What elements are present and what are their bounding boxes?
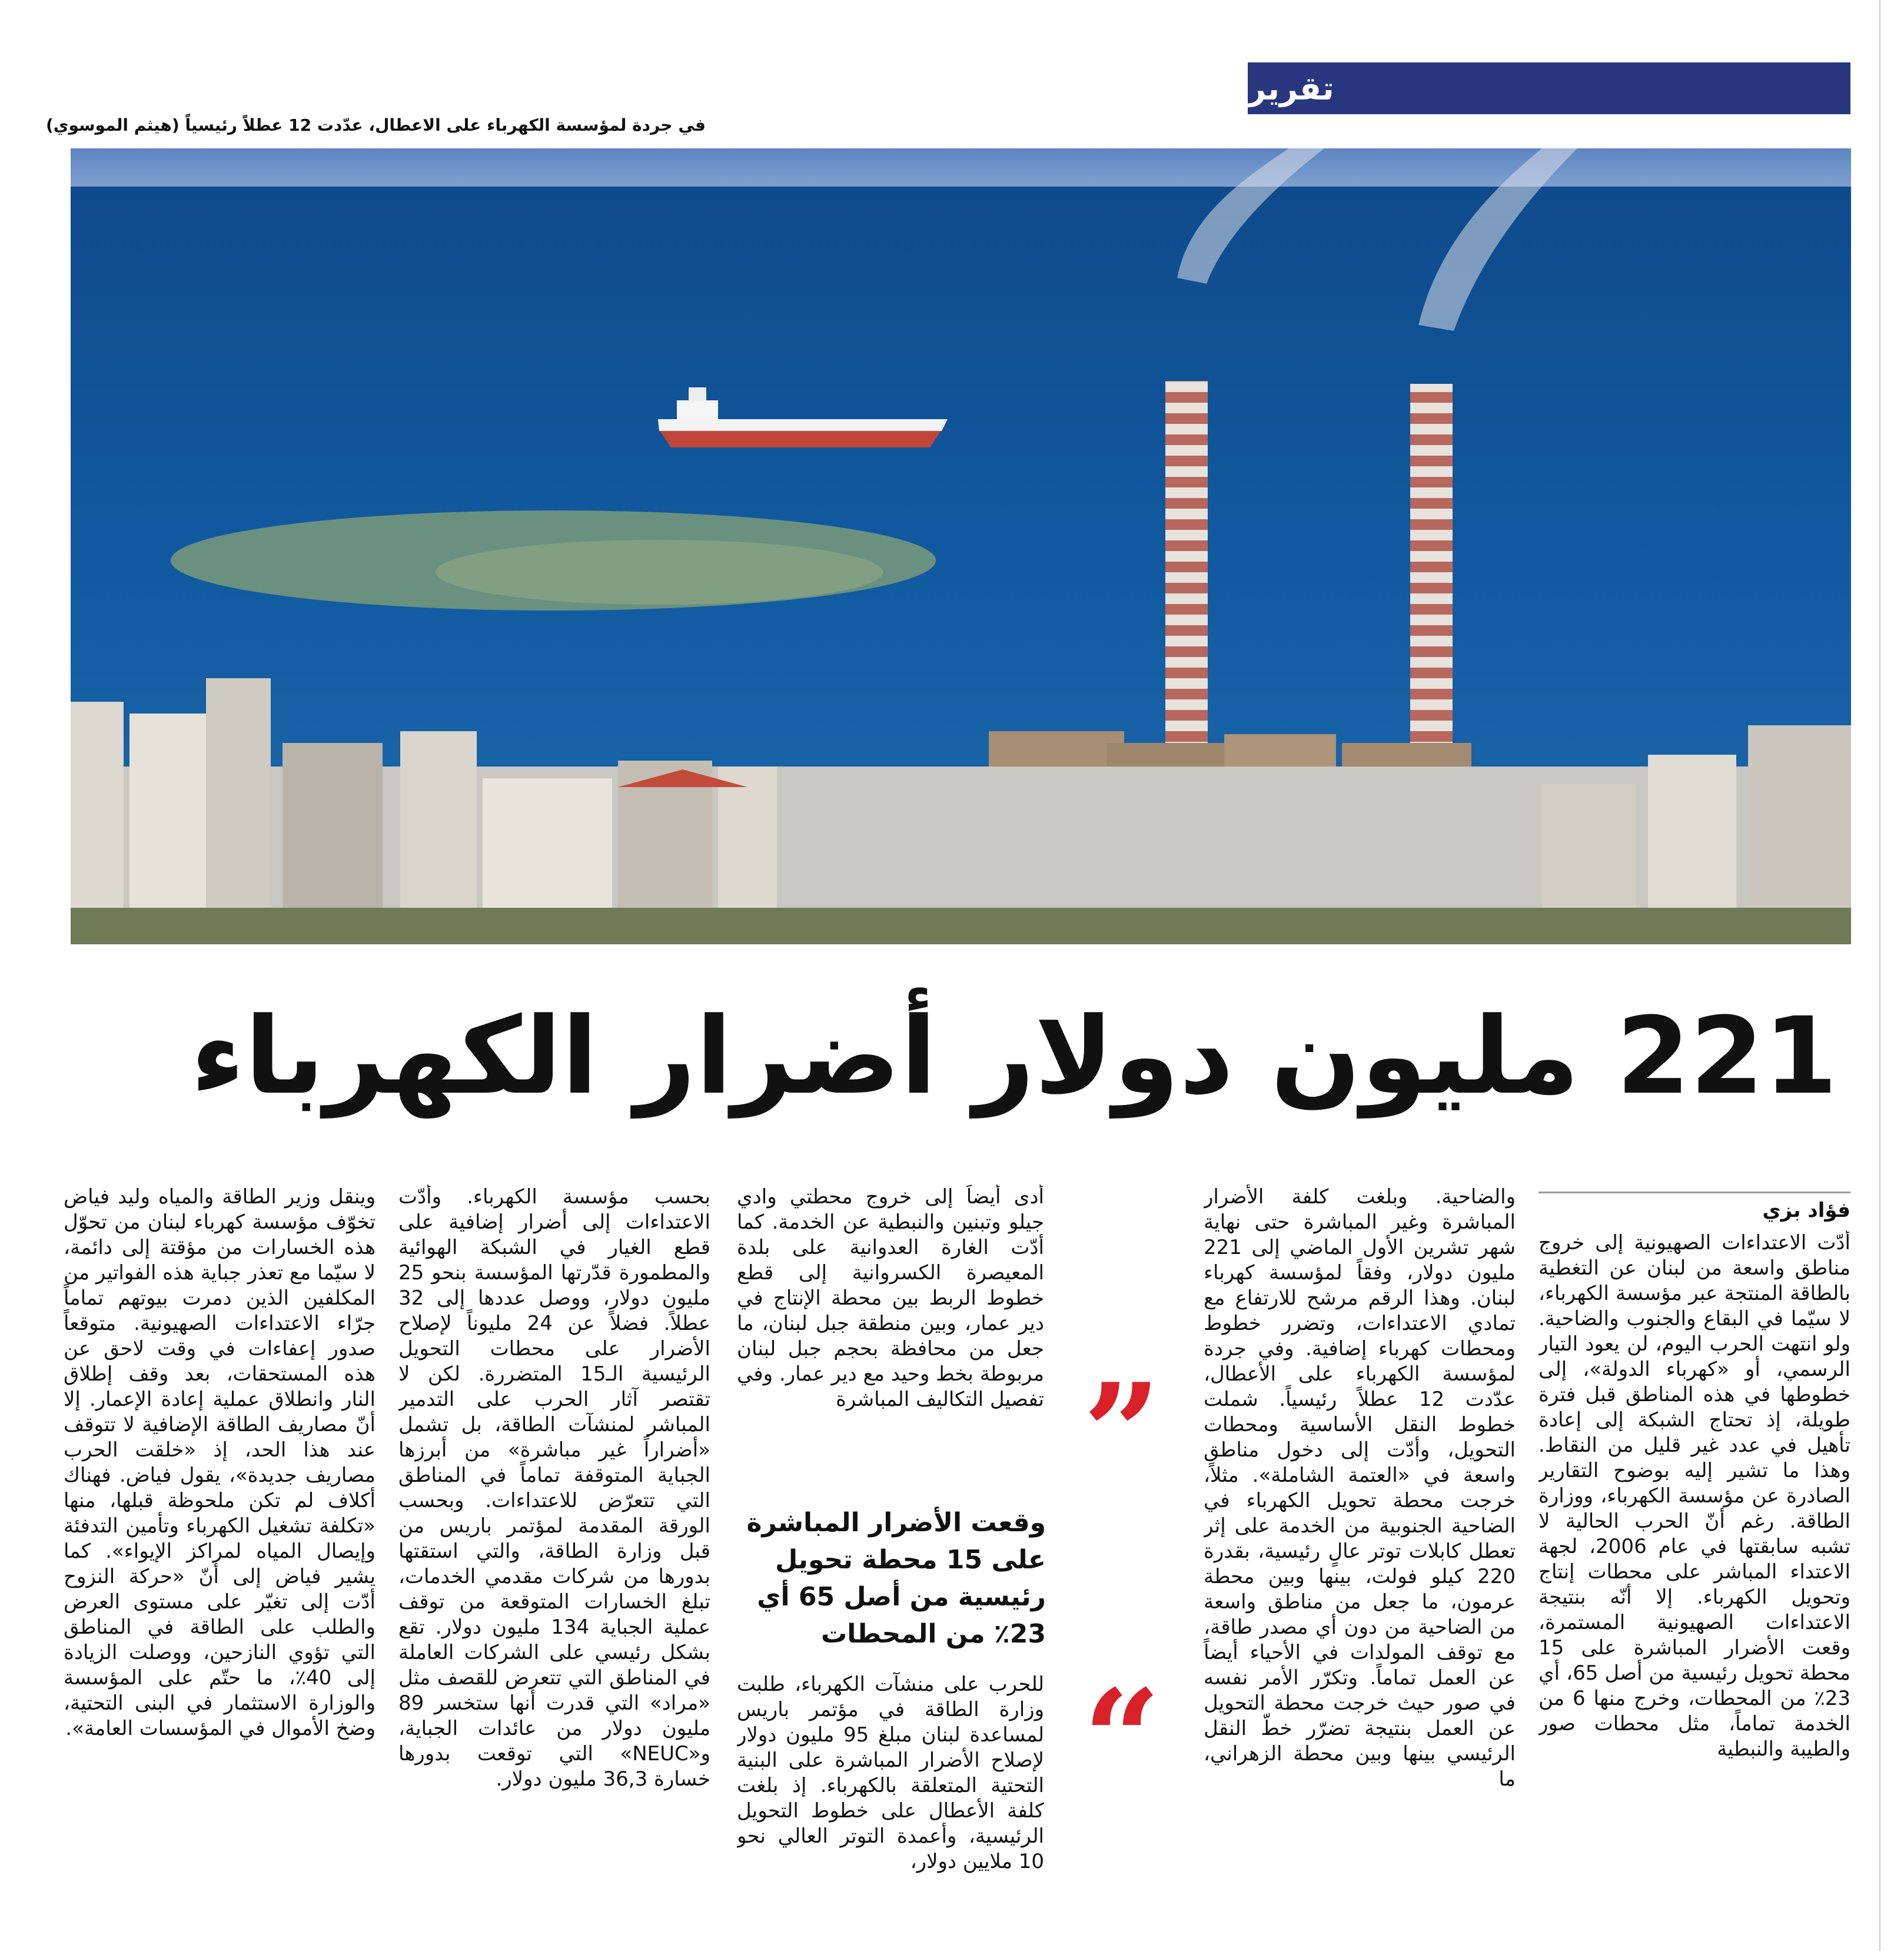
byline-rule [1539, 1192, 1850, 1193]
page-edge-rule [1879, 0, 1880, 1951]
column-text: وينقل وزير الطاقة والمياه وليد فياض تخوّف مؤسسة كهرباء لبنان من تحوّل هذه الخسارات من مؤقتة إلى دائمة، لا سيّما مع تعذر جباية هذه الفواتير من المكلفين الذين دمرت بيوتهم تماماً جرّاء الاعتداءات الصهيونية. متوقعاً صدور إعفاءات في وقت لاحق عن هذه المستحقات، بعد وقف إطلاق النار وانطلاق عملية إعادة الإعمار. إلا أنّ مصاريف الطاقة الإضافية لا تتوقف عند هذا الحد، إذ «خلقت الحرب مصاريف جديدة»، يقول فياض. فهناك أكلاف لم تكن ملحوظة قبلها، منها «تكلفة تشغيل الكهرباء وتأمين التدفئة وإيصال المياه لمراكز الإيواء». كما يشير فياض إلى أنّ «حركة النزوح أدّت إلى تغيّر على مستوى العرض والطلب على الطاقة في المناطق التي تؤوي النازحين، ووصلت الزيادة إلى 40٪، ما حتّم على المؤسسة والوزارة الاستثمار في البنى التحتية، وضخ الأموال في المؤسسات العامة». [64, 1185, 376, 1740]
article-column-1 [1539, 1230, 1850, 1934]
column-text: والضاحية. وبلغت كلفة الأضرار المباشرة وغير المباشرة حتى نهاية شهر تشرين الأول الماضي إلى 221 مليون دولار، وفقاً لمؤسسة كهرباء لبنان. وهذا الرقم مرشح للارتفاع مع تمادي الاعتداءات، وتضرر خطوط ومحطات كهرباء إضافية. وفي جردة لمؤسسة الكهرباء على الأعطال، عدّدت 12 عطلاً رئيسياً. شملت خطوط النقل الأساسية ومحطات التحويل، وأدّت إلى دخول مناطق واسعة في «العتمة الشاملة». مثلاً، خرجت محطة تحويل الكهرباء في الضاحية الجنوبية من الخدمة على إثر تعطل كابلات توتر عالٍ رئيسية، بقدرة 220 كيلو فولت، بينها وبين محطة عرمون، ما جعل من مناطق واسعة من الضاحية من دون أي مصدر طاقة، مع توقف المولدات في الأحياء أيضاً عن العمل تماماً. وتكرّر الأمر نفسه في صور حيث خرجت محطة التحويل عن العمل بنتيجة تضرّر خطّ النقل الرئيسي بينها وبين محطة الزهراني، ما [1204, 1185, 1516, 1791]
photo-caption: في جردة لمؤسسة الكهرباء على الاعطال، عدّدت 12 عطلاً رئيسياً (هيثم الموسوي) [45, 115, 706, 135]
pull-quote: وقعت الأضرار المباشرة على 15 محطة تحويل رئيسية من أصل 65 أي 23٪ من المحطات [746, 1508, 1046, 1649]
quote-open-icon: ” [1083, 1354, 1161, 1513]
article-column-2 [1204, 1184, 1516, 1932]
headline: 221 مليون دولار أضرار الكهرباء [190, 995, 1837, 1118]
column-text: بحسب مؤسسة الكهرباء. وأدّت الاعتداءات إلى أضرار إضافية على قطع الغيار في الشبكة الهوائية والمطمورة قدّرتها المؤسسة بنحو 25 مليون دولار، ووصل عددها إلى 32 عطلاً. فضلاً عن 24 مليوناً لإصلاح الأضرار على محطات التحويل الرئيسية الـ15 المتضررة. لكن لا تقتصر آثار الحرب على التدمير المباشر لمنشآت الطاقة، بل تشمل «أضراراً غير مباشرة» من أبرزها الجباية المتوقفة تماماً في المناطق التي تتعرّض للاعتداءات. وبحسب الورقة المقدمة لمؤتمر باريس من قبل وزارة الطاقة، والتي استقتها بدورها من شركات مقدمي الخدمات، تبلغ الخسارات المتوقعة من توقف عملية الجباية 134 مليون دولار. تقع بشكل رئيسي على الشركات العاملة في المناطق التي تتعرض للقصف مثل «مراد» التي قدرت أنها ستخسر 89 مليون دولار من عائدات الجباية، و«NEUC» التي توقعت بدورها خسارة 36,3 مليون دولار. [398, 1185, 710, 1791]
article-column-3-top [737, 1184, 1044, 1491]
section-tag [1248, 62, 1850, 114]
byline: فؤاد بزي [1762, 1199, 1850, 1222]
power-plant-photo [71, 148, 1851, 944]
column-text: أدى أيضاً إلى خروج محطتي وادي جيلو وتبنين والنبطية عن الخدمة. كما أدّت الغارة العدوانية على بلدة المعيصرة الكسروانية إلى قطع خطوط الربط بين محطة الإنتاج في دير عمار، وبين منطقة جبل لبنان، ما جعل من محافظة بحجم جبل لبنان مربوطة بخط وحيد مع دير عمار. وفي تفصيل التكاليف المباشرة [737, 1185, 1044, 1411]
column-text: للحرب على منشآت الكهرباء، طلبت وزارة الطاقة في مؤتمر باريس لمساعدة لبنان مبلغ 95 مليون دولار لإصلاح الأضرار المباشرة على البنية التحتية المتعلقة بالكهرباء. إذ بلغت كلفة الأعطال على خطوط التحويل الرئيسية، وأعمدة التوتر العالي نحو 10 ملايين دولار، [737, 1673, 1044, 1873]
article-column-4 [398, 1184, 710, 1932]
article-column-3-bottom [737, 1672, 1044, 1931]
section-label: تقرير [1248, 69, 1334, 107]
quote-close-icon: “ [1083, 1660, 1161, 1819]
column-text: أدّت الاعتداءات الصهيونية إلى خروج مناطق واسعة من لبنان عن التغطية بالطاقة المنتجة عبر مؤسسة الكهرباء، لا سيّما في البقاع والجنوب والضاحية. ولو انتهت الحرب اليوم، لن يعود التيار الرسمي، أو «كهرباء الدولة»، إلى خطوطها في هذه المناطق قبل فترة طويلة، إذ تحتاج الشبكة إلى إعادة تأهيل في عدد غير قليل من النقاط. وهذا ما تشير إليه بوضوح التقارير الصادرة عن مؤسسة الكهرباء، ووزارة الطاقة. رغم أنّ الحرب الحالية لا تشبه سابقتها في عام 2006، لجهة الاعتداء المباشر على محطات إنتاج وتحويل الكهرباء. إلا أنّه بنتيجة الاعتداءات الصهيونية المستمرة، وقعت الأضرار المباشرة على 15 محطة تحويل رئيسية من أصل 65، أي 23٪ من المحطات، وخرج منها 6 من الخدمة تماماً، مثل محطات صور والطيبة والنبطية [1539, 1231, 1850, 1761]
article-column-5 [64, 1184, 376, 1932]
